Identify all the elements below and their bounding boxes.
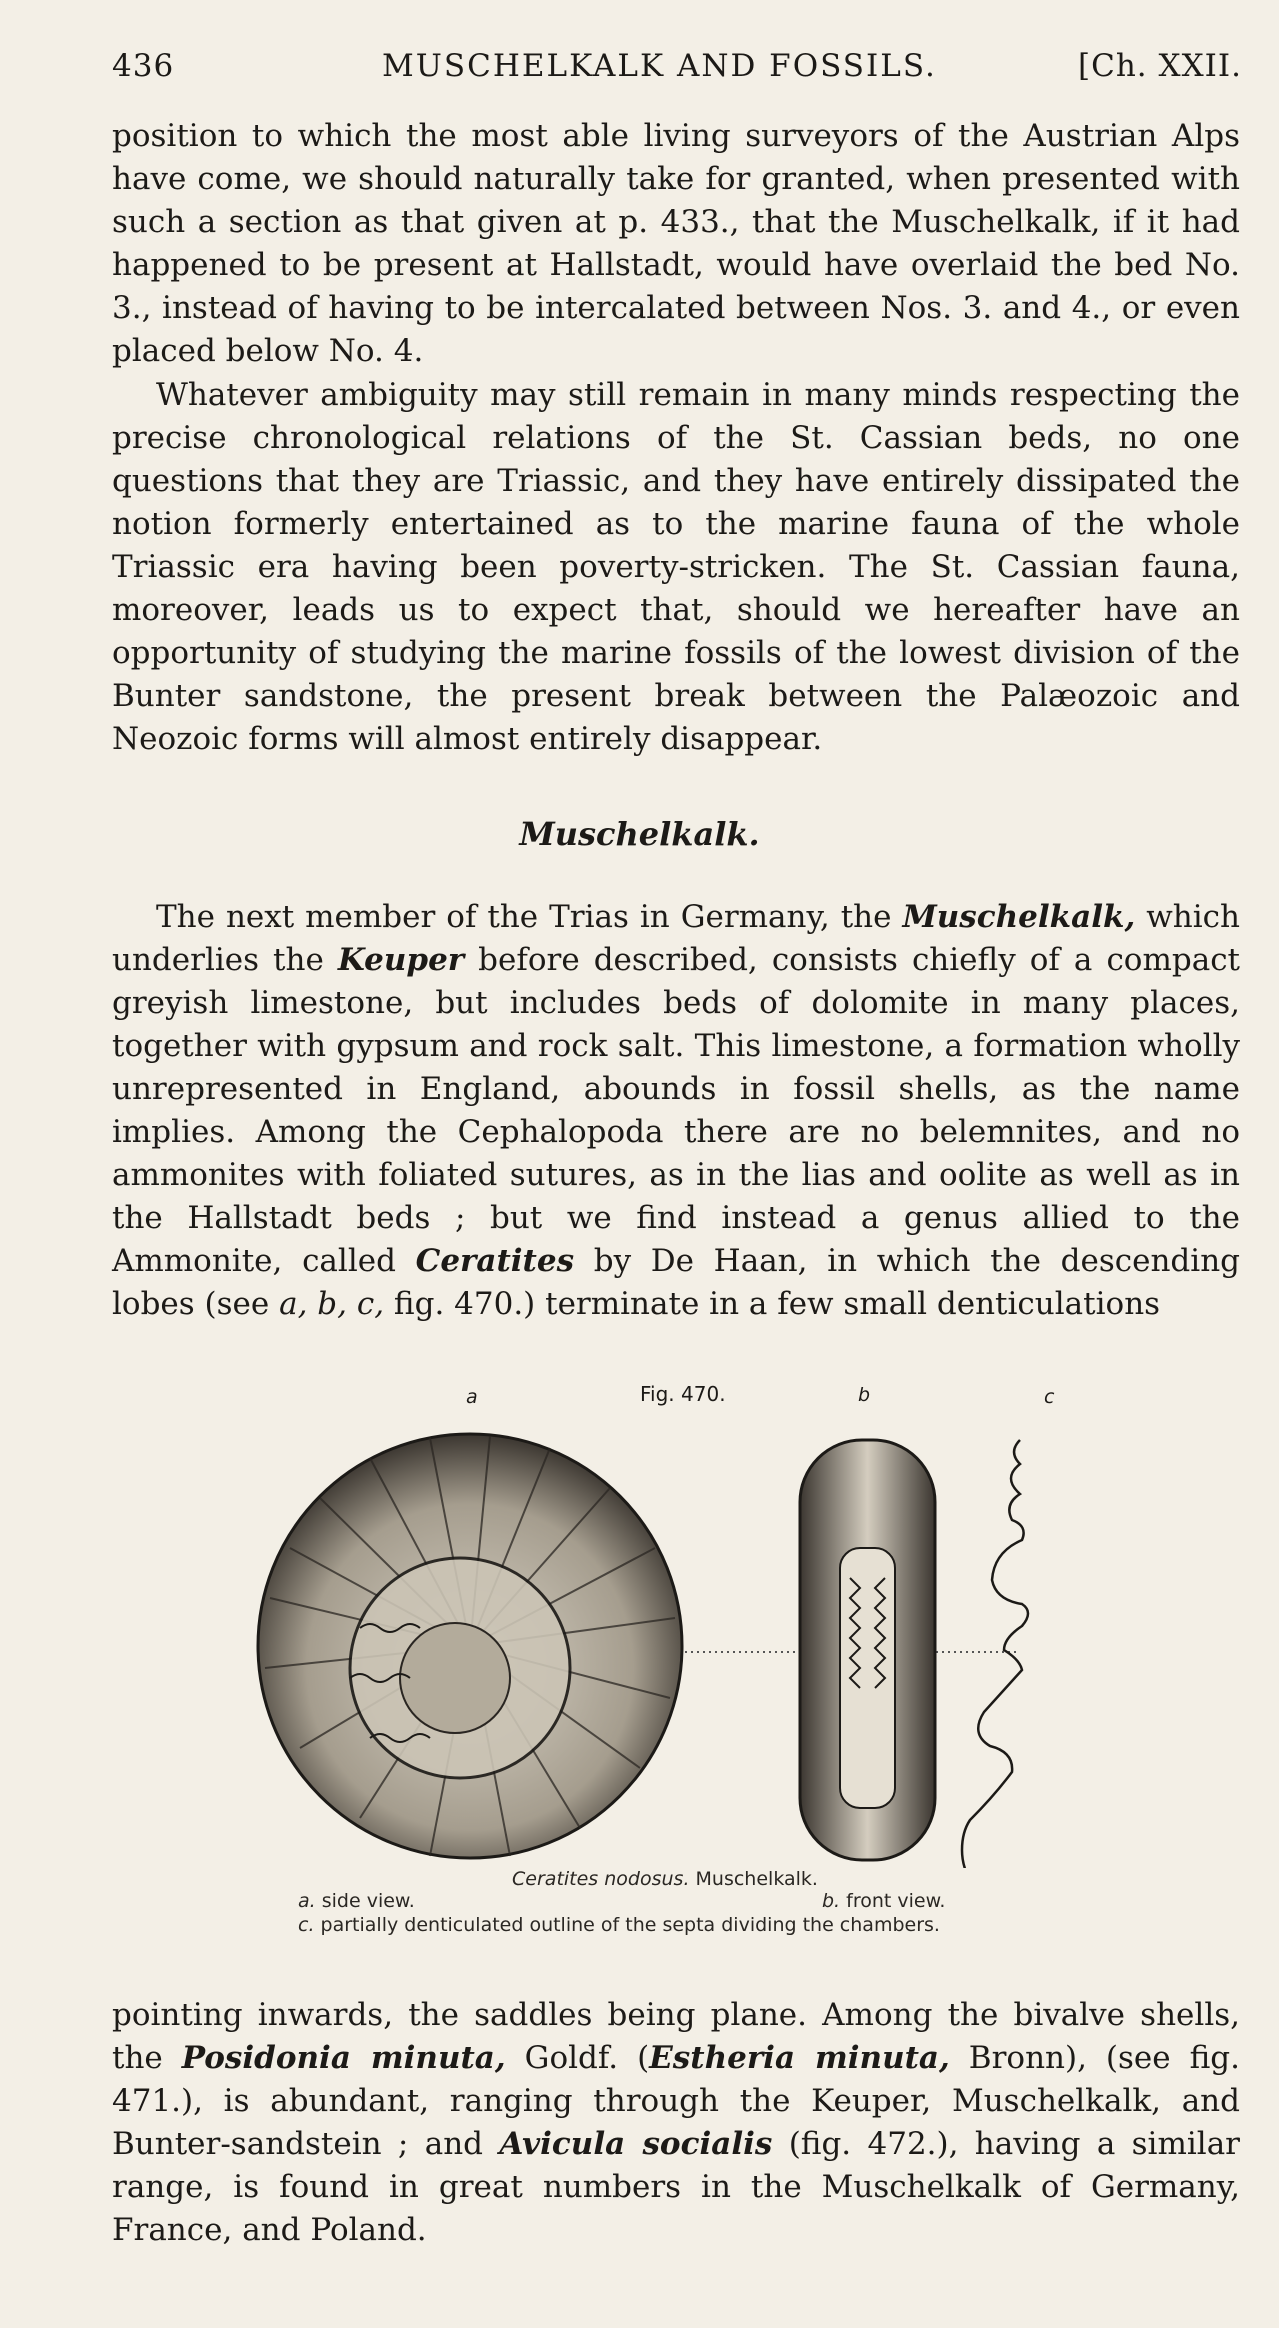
- figure-label-a: a: [466, 1386, 478, 1408]
- figure-number: Fig. 470.: [640, 1382, 726, 1406]
- ceratites-illustration: [230, 1378, 1100, 1868]
- term-avicula: Avicula socialis: [499, 2126, 773, 2162]
- running-header: [112, 48, 1242, 98]
- paragraph-4: pointing inwards, the saddles being plane. Among the bivalve shells, the Posidonia minuta, Goldf. (Estheria minuta, Bronn), (see fig. 471.), is abundant, ranging through the Keuper, Muschelkalk, and Bunter-sandstein ; and Avicula socialis (fig. 472.), having a similar range, is found in great numbers in the Muschelkalk of Germany, France, and Poland.: [112, 1997, 1240, 2248]
- term-posidonia: Posidonia minuta,: [181, 2040, 506, 2076]
- figure-label-b: b: [858, 1384, 871, 1406]
- figure-refs: a, b, c,: [279, 1286, 385, 1322]
- paragraph-2: Whatever ambiguity may still remain in many minds respecting the precise chronological relations of the St. Cassian beds, no one questions that they are Triassic, and they have entirely dissipated the notion formerly entertained as to the marine fauna of the whole Triassic era having been poverty-stricken. The St. Cassian fauna, moreover, leads us to expect that, should we hereafter have an opportunity of studying the marine fossils of the lowest division of the Bunter sandstone, the present break between the Palæozoic and Neozoic forms will almost entirely disappear.: [112, 377, 1240, 757]
- paragraph-3: The next member of the Trias in Germany, the Muschelkalk, which underlies the Keuper before described, consists chiefly of a compact greyish limestone, but includes beds of dolomite in many places, together with gypsum and rock salt. This limestone, a formation wholly unrepresented in England, abounds in fossil shells, as the name implies. Among the Cephalopoda there are no belemnites, and no ammonites with foliated sutures, as in the lias and oolite as well as in the Hallstadt beds ; but we find instead a genus allied to the Ammonite, called Ceratites by De Haan, in which the descending lobes (see a, b, c, fig. 470.) terminate in a few small denticulations: [112, 899, 1241, 1322]
- side-view-shell: [258, 1434, 682, 1858]
- running-title: MUSCHELKALK AND FOSSILS.: [382, 48, 937, 84]
- term-muschelkalk: Muschelkalk,: [902, 899, 1136, 935]
- section-heading: Muschelkalk.: [519, 815, 760, 853]
- term-keuper: Keuper: [337, 942, 465, 978]
- caption-species: Ceratites nodosus.: [512, 1868, 690, 1890]
- page-number: 436: [112, 48, 175, 84]
- chapter-label: [Ch. XXII.: [1078, 48, 1242, 84]
- term-estheria: Estheria minuta,: [649, 2040, 950, 2076]
- caption-formation: Muschelkalk.: [695, 1868, 818, 1890]
- figure-caption: Ceratites nodosus. Muschelkalk. a. side view. b. front view. c. partially denticulated outline of the septa dividing the chambers.: [298, 1868, 946, 1936]
- term-ceratites: Ceratites: [415, 1243, 575, 1279]
- caption-c: partially denticulated outline of the septa dividing the chambers.: [320, 1914, 940, 1936]
- figure-label-c: c: [1044, 1386, 1055, 1408]
- front-view-shell: [800, 1440, 935, 1860]
- suture-outline: [962, 1440, 1028, 1868]
- figure-470: [230, 1378, 1100, 1938]
- caption-b: front view.: [846, 1890, 946, 1912]
- paragraph-1: position to which the most able living surveyors of the Austrian Alps have come, we should naturally take for granted, when presented with such a section as that given at p. 433., that the Muschelkalk, if it had happened to be present at Hallstadt, would have overlaid the bed No. 3., instead of having to be intercalated between Nos. 3. and 4., or even placed below No. 4.: [112, 118, 1240, 369]
- caption-a: side view.: [321, 1890, 415, 1912]
